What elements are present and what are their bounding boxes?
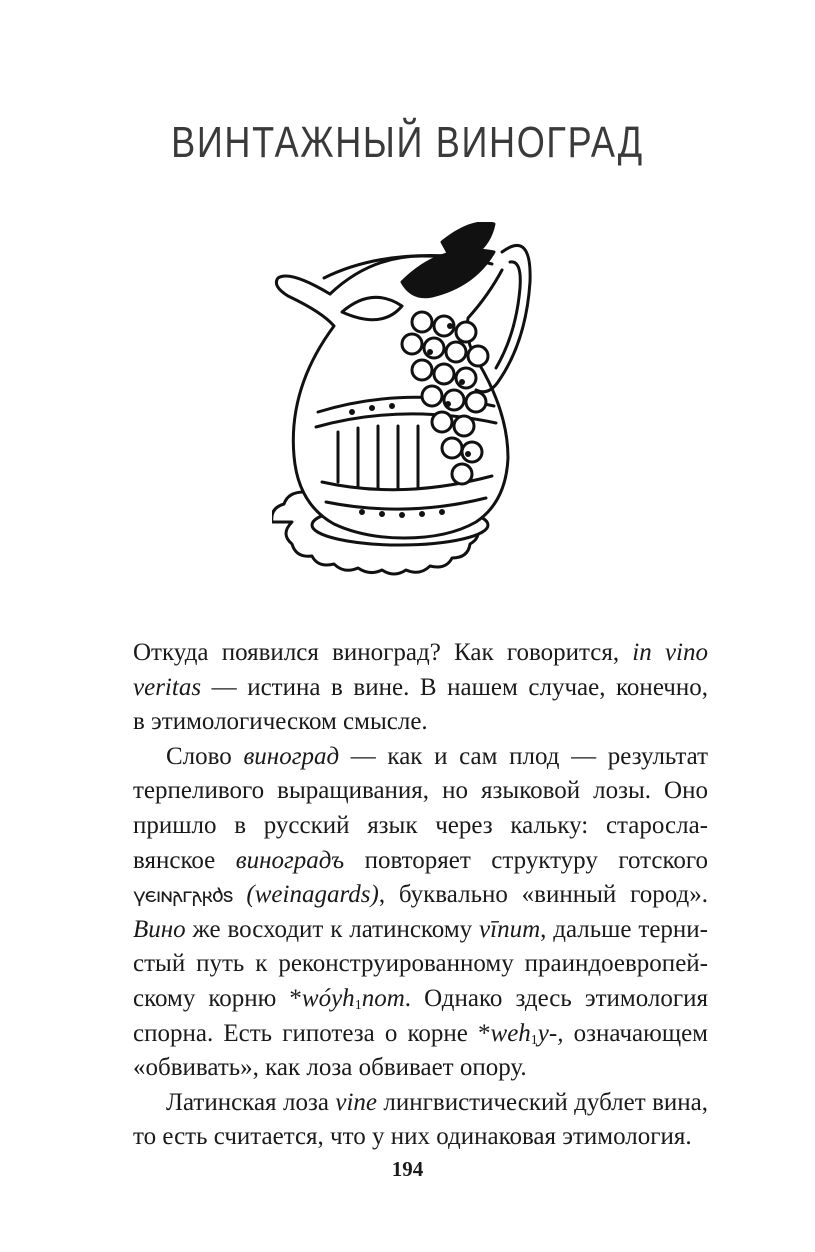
text-run: лингвистический дублет вина, bbox=[376, 1088, 708, 1116]
text-run: в этимологическом смысле. bbox=[133, 708, 428, 736]
italic-term: виноградъ bbox=[235, 846, 345, 874]
text-run: 1 bbox=[354, 997, 362, 1013]
text-line bbox=[133, 844, 708, 879]
italic-term: y-, bbox=[537, 1019, 564, 1047]
gothic-word: 𐍅𐌴𐌹𐌽𐌰𐌲𐌰𐍂𐌳𐍃 bbox=[133, 883, 233, 908]
text-line bbox=[133, 1086, 708, 1121]
italic-term: weh bbox=[490, 1019, 531, 1047]
italic-term: vine bbox=[335, 1088, 377, 1116]
text-run: скому корню * bbox=[133, 984, 302, 1012]
text-line bbox=[133, 705, 708, 740]
italic-term: Вино bbox=[133, 915, 186, 943]
text-run: — истина в вине. В нашем случае, конечно, bbox=[201, 673, 708, 701]
text-line bbox=[133, 1051, 708, 1086]
italic-term: vīnum bbox=[479, 915, 541, 943]
text-line bbox=[133, 774, 708, 809]
text-line bbox=[133, 671, 708, 706]
text-run: — как и сам плод — результат bbox=[339, 742, 708, 770]
text-run: . Однако здесь этимология bbox=[404, 984, 709, 1012]
text-line bbox=[133, 913, 708, 948]
text-line bbox=[133, 1120, 708, 1155]
text-run: терпеливого выращивания, но языковой лозы. Оно bbox=[133, 777, 708, 805]
text-run: стый путь к реконструированному праиндоевропей- bbox=[133, 950, 708, 978]
paragraph bbox=[133, 636, 708, 740]
grape-jug-illustration bbox=[272, 222, 534, 592]
text-line bbox=[133, 982, 708, 1017]
paragraph bbox=[133, 740, 708, 1086]
text-line bbox=[133, 1017, 708, 1052]
text-line bbox=[133, 809, 708, 844]
text-run: означающем bbox=[563, 1019, 708, 1047]
chapter-title: ВИНТАЖНЫЙ ВИНОГРАД bbox=[171, 118, 644, 167]
text-run: Слово bbox=[166, 742, 244, 770]
text-run: повторяет структуру готского bbox=[344, 846, 708, 874]
text-run: 1 bbox=[530, 1032, 538, 1048]
text-line bbox=[133, 947, 708, 982]
italic-term: виноград bbox=[243, 742, 340, 770]
text-run: , дальше терни- bbox=[540, 915, 708, 943]
text-run: вянское bbox=[133, 846, 236, 874]
text-run: пришло в русский язык через кальку: старосла- bbox=[133, 811, 708, 839]
page-number: 194 bbox=[391, 1157, 424, 1181]
body-text bbox=[133, 636, 708, 1155]
text-run: «обвивать», как лоза обвивает опору. bbox=[133, 1054, 527, 1082]
italic-term: (weinagards) bbox=[232, 881, 379, 909]
text-run: Латинская лоза bbox=[166, 1088, 336, 1116]
text-run: то есть считается, что у них одинаковая этимология. bbox=[133, 1123, 692, 1151]
text-line bbox=[133, 636, 708, 671]
text-run: же восходит к латинскому bbox=[185, 915, 480, 943]
text-line bbox=[133, 878, 708, 913]
text-line bbox=[133, 740, 708, 775]
text-run: , буквально «винный город». bbox=[378, 881, 708, 909]
italic-term: veritas bbox=[133, 673, 202, 701]
italic-term: nom bbox=[361, 984, 405, 1012]
text-run: спорна. Есть гипотеза о корне * bbox=[133, 1019, 491, 1047]
text-run: Откуда появился виноград? Как говорится, bbox=[133, 639, 633, 666]
italic-term: in vino bbox=[632, 639, 709, 666]
paragraph bbox=[133, 1086, 708, 1155]
italic-term: wóyh bbox=[301, 984, 355, 1012]
